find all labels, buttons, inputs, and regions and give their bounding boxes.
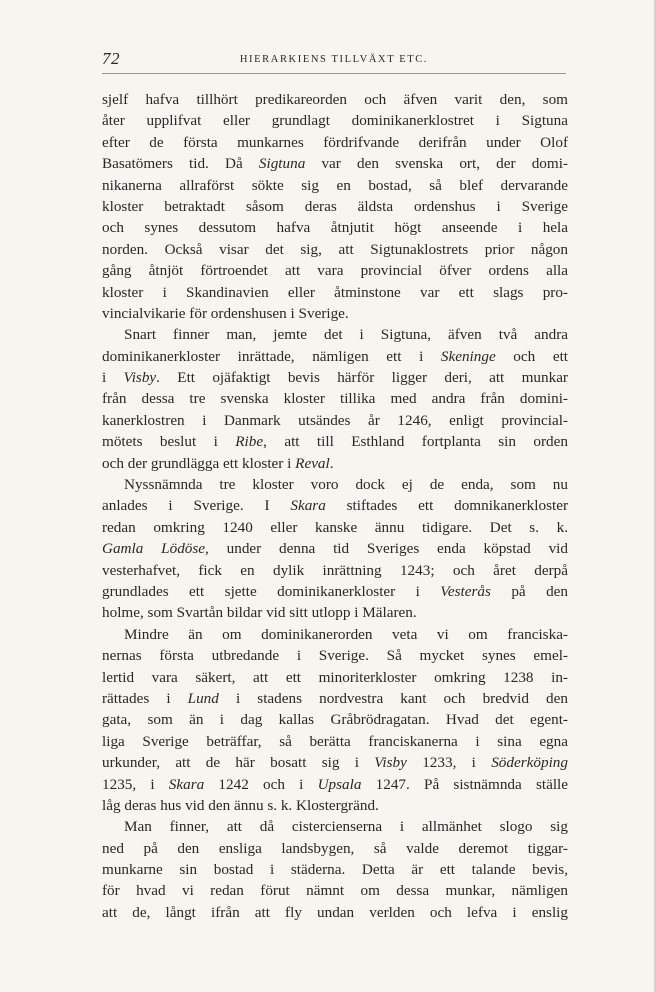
text-line	[102, 324, 568, 345]
text-segment: att de, långt ifrån att fly undan verlden och lefva i enslig	[102, 903, 568, 921]
italic-text: Gamla Lödöse	[102, 540, 206, 558]
text-line	[102, 303, 568, 324]
text-segment: på den	[490, 582, 569, 600]
text-segment: munkarne sin bostad i städerna. Detta är ett talande bevis,	[102, 861, 568, 879]
text-segment: och synes dessutom hafva åtnjutit högt anseende i hela	[102, 219, 568, 237]
text-line	[102, 517, 568, 538]
text-segment: rättades i	[102, 689, 188, 707]
text-line	[102, 110, 568, 131]
text-segment: vesterhafvet, fick en dylik inrättning 1243; och året derpå	[102, 561, 568, 579]
text-segment: liga Sverige beträffar, så berätta franciskanerna i sina egna	[102, 732, 568, 750]
text-line	[102, 667, 568, 688]
text-line	[102, 581, 568, 602]
text-segment: sjelf hafva tillhört predikareorden och äfven varit den, som	[102, 91, 568, 108]
italic-text: Skeninge	[440, 347, 496, 365]
text-line	[102, 431, 568, 452]
text-segment: kloster betraktadt såsom deras äldsta ordenshus i Sverige	[102, 197, 568, 215]
text-segment: kloster i Skandinavien eller åtminstone var ett slags pro-	[102, 283, 568, 301]
text-segment: nikanerna allraförst sökte sig en bostad, så blef dervarande	[102, 176, 568, 194]
italic-text: Lund	[187, 689, 219, 707]
text-line	[102, 902, 568, 923]
text-segment: redan omkring 1240 eller kanske ännu tidigare. Det s. k.	[102, 518, 568, 536]
text-line	[102, 132, 568, 153]
italic-text: Ribe	[235, 433, 264, 451]
page-number: 72	[102, 49, 120, 68]
italic-text: Vesterås	[440, 582, 491, 600]
text-line	[102, 774, 568, 795]
italic-text: Skara	[290, 497, 326, 515]
text-segment: Snart finner man, jemte det i Sigtuna, äfven två andra	[124, 326, 568, 344]
text-line	[102, 239, 568, 260]
text-segment: i	[102, 369, 124, 387]
text-segment: anlades i Sverige. I	[102, 497, 291, 515]
text-line	[102, 560, 568, 581]
text-line	[102, 880, 568, 901]
text-segment: mötets beslut i	[102, 433, 236, 451]
text-line	[102, 838, 568, 859]
text-line	[102, 495, 568, 516]
text-line	[102, 816, 568, 837]
text-line	[102, 602, 568, 623]
italic-text: Upsala	[317, 775, 362, 793]
text-line	[102, 453, 568, 474]
text-segment: lertid vara säkert, att ett minoriterkloster omkring 1238 in-	[102, 668, 568, 686]
text-segment: urkunder, att de här bosatt sig i	[102, 754, 375, 772]
text-segment: nernas första utbredande i Sverige. Så mycket synes emel-	[102, 647, 568, 665]
text-line	[102, 688, 568, 709]
text-segment: 1247. På sistnämnda ställe	[361, 775, 568, 793]
italic-text: Visby	[374, 754, 407, 772]
text-segment: stiftades ett domnikanerkloster	[325, 497, 568, 515]
text-line	[102, 388, 568, 409]
text-segment: norden. Också visar det sig, att Sigtunaklostrets prior någon	[102, 240, 568, 258]
text-line	[102, 709, 568, 730]
text-line	[102, 410, 568, 431]
italic-text: Visby	[123, 369, 157, 387]
body-text	[102, 89, 568, 923]
text-segment: efter de första munkarnes fördrifvande derifrån under Olof	[102, 133, 568, 151]
text-segment: dominikanerkloster inrättade, nämligen ett i	[102, 347, 441, 365]
text-segment: Basatömers tid. Då	[102, 155, 259, 173]
text-segment: låg deras hus vid den ännu s. k. Klostergränd.	[102, 796, 379, 814]
text-segment: 1235, i	[102, 775, 169, 793]
text-segment: i stadens nordvestra kant och bredvid den	[218, 689, 568, 707]
text-line	[102, 217, 568, 238]
italic-text: Sigtuna	[258, 155, 306, 173]
italic-text: Reval	[295, 454, 330, 472]
text-line	[102, 367, 568, 388]
text-line	[102, 282, 568, 303]
text-line	[102, 153, 568, 174]
text-line	[102, 346, 568, 367]
italic-text: Söderköping	[491, 754, 568, 772]
text-segment: åter upplifvat eller grundlagt dominikanerklostret i Sigtuna	[102, 112, 568, 130]
text-segment: och der grundlägga ett kloster i	[102, 454, 296, 472]
text-segment: 1233, i	[406, 754, 492, 772]
text-line	[102, 89, 568, 110]
text-segment: och ett	[495, 347, 569, 365]
text-line	[102, 795, 568, 816]
text-segment: kanerklostren i Danmark utsändes år 1246, enligt provincial-	[102, 411, 568, 429]
text-segment: för hvad vi redan förut nämnt om dessa munkar, nämligen	[102, 882, 568, 900]
text-segment: gång åtnjöt förtroendet att vara provincial öfver ordens alla	[102, 262, 568, 280]
text-line	[102, 260, 568, 281]
text-line	[102, 474, 568, 495]
text-segment: Mindre än om dominikanerorden veta vi om franciska-	[124, 625, 568, 643]
text-segment: . Ett ojäfaktigt bevis härför ligger deri, att munkar	[156, 369, 568, 387]
text-segment: 1242 och i	[204, 775, 318, 793]
text-segment: ned på den ensliga landsbygen, så valde deremot tiggar-	[102, 839, 568, 857]
text-segment: , under denna tid Sveriges enda köpstad vid	[205, 540, 568, 558]
text-line	[102, 731, 568, 752]
text-segment: Nyssnämnda tre kloster voro dock ej de enda, som nu	[124, 476, 568, 494]
text-line	[102, 752, 568, 773]
text-line	[102, 859, 568, 880]
text-segment: , att till Esthland fortplanta sin orden	[263, 433, 568, 451]
text-line	[102, 624, 568, 645]
text-segment: var den svenska ort, der domi-	[305, 155, 568, 173]
text-segment: holme, som Svartån bildar vid sitt utlopp i Mälaren.	[102, 604, 417, 622]
text-line	[102, 538, 568, 559]
text-line	[102, 645, 568, 666]
text-line	[102, 175, 568, 196]
text-segment: från dessa tre svenska kloster tillika med andra från domini-	[102, 390, 568, 408]
italic-text: Skara	[168, 775, 205, 793]
text-segment: grundlades ett sjette dominikanerkloster i	[102, 582, 441, 600]
running-head: HIERARKIENS TILLVÄXT ETC.	[239, 54, 429, 65]
text-segment: .	[329, 454, 334, 472]
page-header	[102, 49, 566, 74]
text-line	[102, 196, 568, 217]
text-segment: gata, som än i dag kallas Gråbrödragatan. Hvad det egent-	[102, 711, 568, 729]
text-segment: Man finner, att då cistercienserna i allmänhet slogo sig	[124, 818, 568, 836]
text-segment: vincialvikarie för ordenshusen i Sverige.	[102, 304, 349, 322]
